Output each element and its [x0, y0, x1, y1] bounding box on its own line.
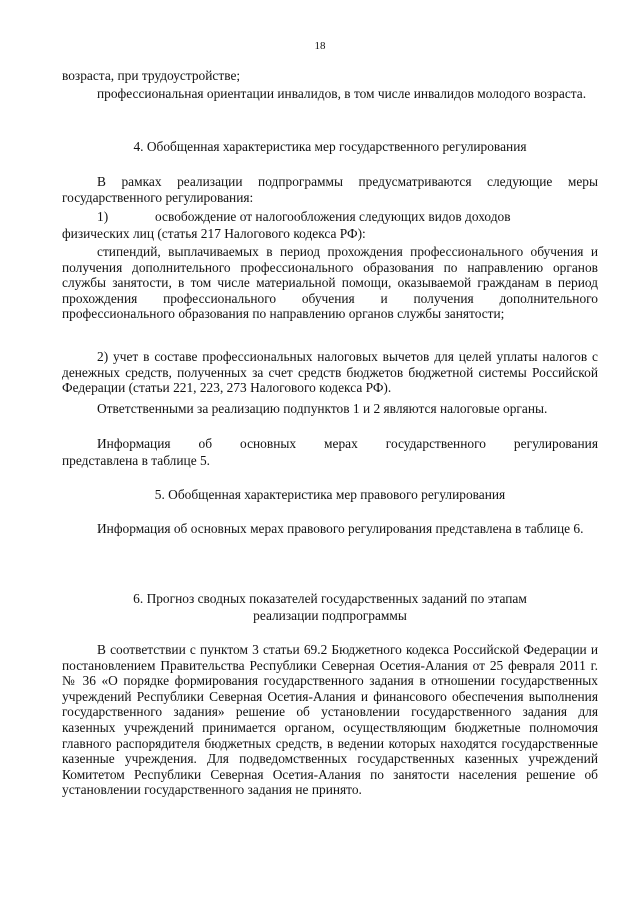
section-heading-6-line-2: реализации подпрограммы: [253, 608, 407, 623]
paragraph-3: В рамках реализации подпрограммы предусматриваются следующие меры государственного регулирования:: [62, 174, 598, 205]
section-heading-4: 4. Обобщенная характеристика мер государственного регулирования: [133, 139, 527, 154]
paragraph-9: представлена в таблице 5.: [62, 453, 211, 468]
list-item-1-number: 1): [97, 209, 109, 224]
paragraph-8: Информация об основных мерах государственного регулирования: [97, 436, 598, 451]
paragraph-2: профессиональная ориентации инвалидов, в том числе инвалидов молодого возраста.: [97, 86, 587, 101]
paragraph-4: физических лиц (статья 217 Налогового кодекса РФ):: [62, 226, 366, 241]
paragraph-7: Ответственными за реализацию подпунктов 1 и 2 являются налоговые органы.: [97, 401, 548, 416]
list-item-1-text: освобождение от налогообложения следующих видов доходов: [155, 209, 511, 224]
section-heading-6-line-1: 6. Прогноз сводных показателей государственных заданий по этапам: [133, 591, 527, 606]
paragraph-6: 2) учет в составе профессиональных налоговых вычетов для целей уплаты налогов с денежных средств, полученных за счет средств бюджетов бюджетной системы Российской Федерации (статьи 221, 223, 273 Налогового кодекса РФ).: [62, 349, 598, 396]
paragraph-5: стипендий, выплачиваемых в период прохождения профессионального обучения и получения дополнительного профессионального образования по направлению органов службы занятости, в том числе материальной помощи, оказываемой гражданам в период прохождения профессионального обучения и получения дополнительного профессионального образования по направлению органов службы занятости;: [62, 244, 598, 322]
paragraph-1: возраста, при трудоустройстве;: [62, 68, 241, 83]
paragraph-11: В соответствии с пунктом 3 статьи 69.2 Бюджетного кодекса Российской Федерации и постановлением Правительства Республики Северная Осетия-Алания от 25 февраля 2011 г. № 36 «О порядке формирования государственного задания в отношении государственных учреждений Республики Северная Осетия-Алания и финансового обеспечения выполнения государственного задания» решение об установлении государственного задания для казенных учреждений принимается органом, осуществляющим бюджетные полномочия главного распорядителя бюджетных средств, в ведении которых находятся государственные казенные учреждения. Для подведомственных государственных казенных учреждений Комитетом Республики Северная Осетия-Алания по занятости населения решение об установлении государственного задания не принято.: [62, 642, 598, 798]
list-item-1: [62, 209, 598, 225]
paragraph-10: Информация об основных мерах правового регулирования представлена в таблице 6.: [97, 521, 584, 536]
page-number: 18: [314, 40, 326, 52]
section-heading-5: 5. Обобщенная характеристика мер правового регулирования: [154, 487, 506, 502]
